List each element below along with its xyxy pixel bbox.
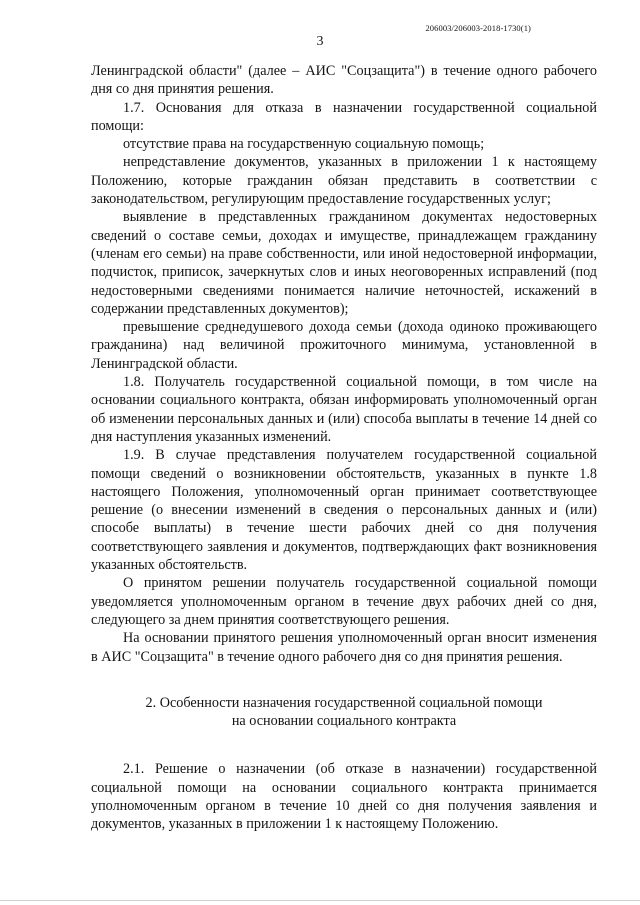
section-heading-line-1: 2. Особенности назначения государственной социальной помощи xyxy=(145,694,543,711)
paragraphs-bottom xyxy=(91,760,597,833)
section-heading-line-2: на основании социального контракта xyxy=(231,713,457,730)
paragraph: отсутствие права на государственную социальную помощь; xyxy=(123,136,485,153)
paragraph: На основании принятого решения уполномоченный орган вносит изменения в АИС "Соцзащита" в течение одного рабочего дня со дня принятия решения. xyxy=(91,630,597,665)
paragraph: 1.8. Получатель государственной социальной помощи, в том числе на основании социального контракта, обязан информировать уполномоченный орган об изменении персональных данных и (или) способа выплаты в течение 14 дней со дня наступления указанных изменений. xyxy=(91,374,597,445)
document-id: 206003/206003-2018-1730(1) xyxy=(425,23,531,33)
paragraphs-top xyxy=(91,62,597,666)
section-heading xyxy=(91,694,597,731)
paragraph: 1.7. Основания для отказа в назначении государственной социальной помощи: xyxy=(91,99,597,134)
paragraph: 2.1. Решение о назначении (об отказе в назначении) государственной социальной помощи на основании социального контракта принимается уполномоченным органом в течение 10 дней со дня получения заявления и документов, указанных в приложении 1 к настоящему Положению. xyxy=(91,761,597,833)
paragraph: Ленинградской области" (далее – АИС "Соцзащита") в течение одного рабочего дня со дня принятия решения. xyxy=(91,63,597,98)
paragraph: 1.9. В случае представления получателем государственной социальной помощи сведений о возникновении обстоятельств, указанных в пункте 1.8 настоящего Положения, уполномоченный орган принимает соответствующее решение (о внесении изменений в сведения о персональных данных и (или) способе выплаты) в течение шести рабочих дней со дня получения соответствующего заявления и документов, подтверждающих факт возникновения указанных обстоятельств. xyxy=(91,447,597,574)
page-number: 3 xyxy=(316,34,324,49)
paragraph: выявление в представленных гражданином документах недостоверных сведений о составе семьи, доходах и имуществе, принадлежащем гражданину (членам его семьи) на праве собственности, или иной недостоверной информации, подчисток, приписок, зачеркнутых слов и иных неоговоренных исправлений (под недостоверными сведениями понимается наличие неточностей, искажений в содержании представленных документов); xyxy=(91,209,597,317)
document-body xyxy=(91,62,597,834)
page-bottom-edge xyxy=(0,900,640,901)
paragraph: непредставление документов, указанных в приложении 1 к настоящему Положению, которые гражданин обязан представить в соответствии с законодательством, регулирующим предоставление государственных услуг; xyxy=(91,154,597,208)
paragraph: превышение среднедушевого дохода семьи (дохода одиноко проживающего гражданина) над величиной прожиточного минимума, установленной в Ленинградской области. xyxy=(91,319,597,372)
paragraph: О принятом решении получатель государственной социальной помощи уведомляется уполномоченным органом в течение двух рабочих дней со дня, следующего за днем принятия соответствующего решения. xyxy=(91,575,597,628)
